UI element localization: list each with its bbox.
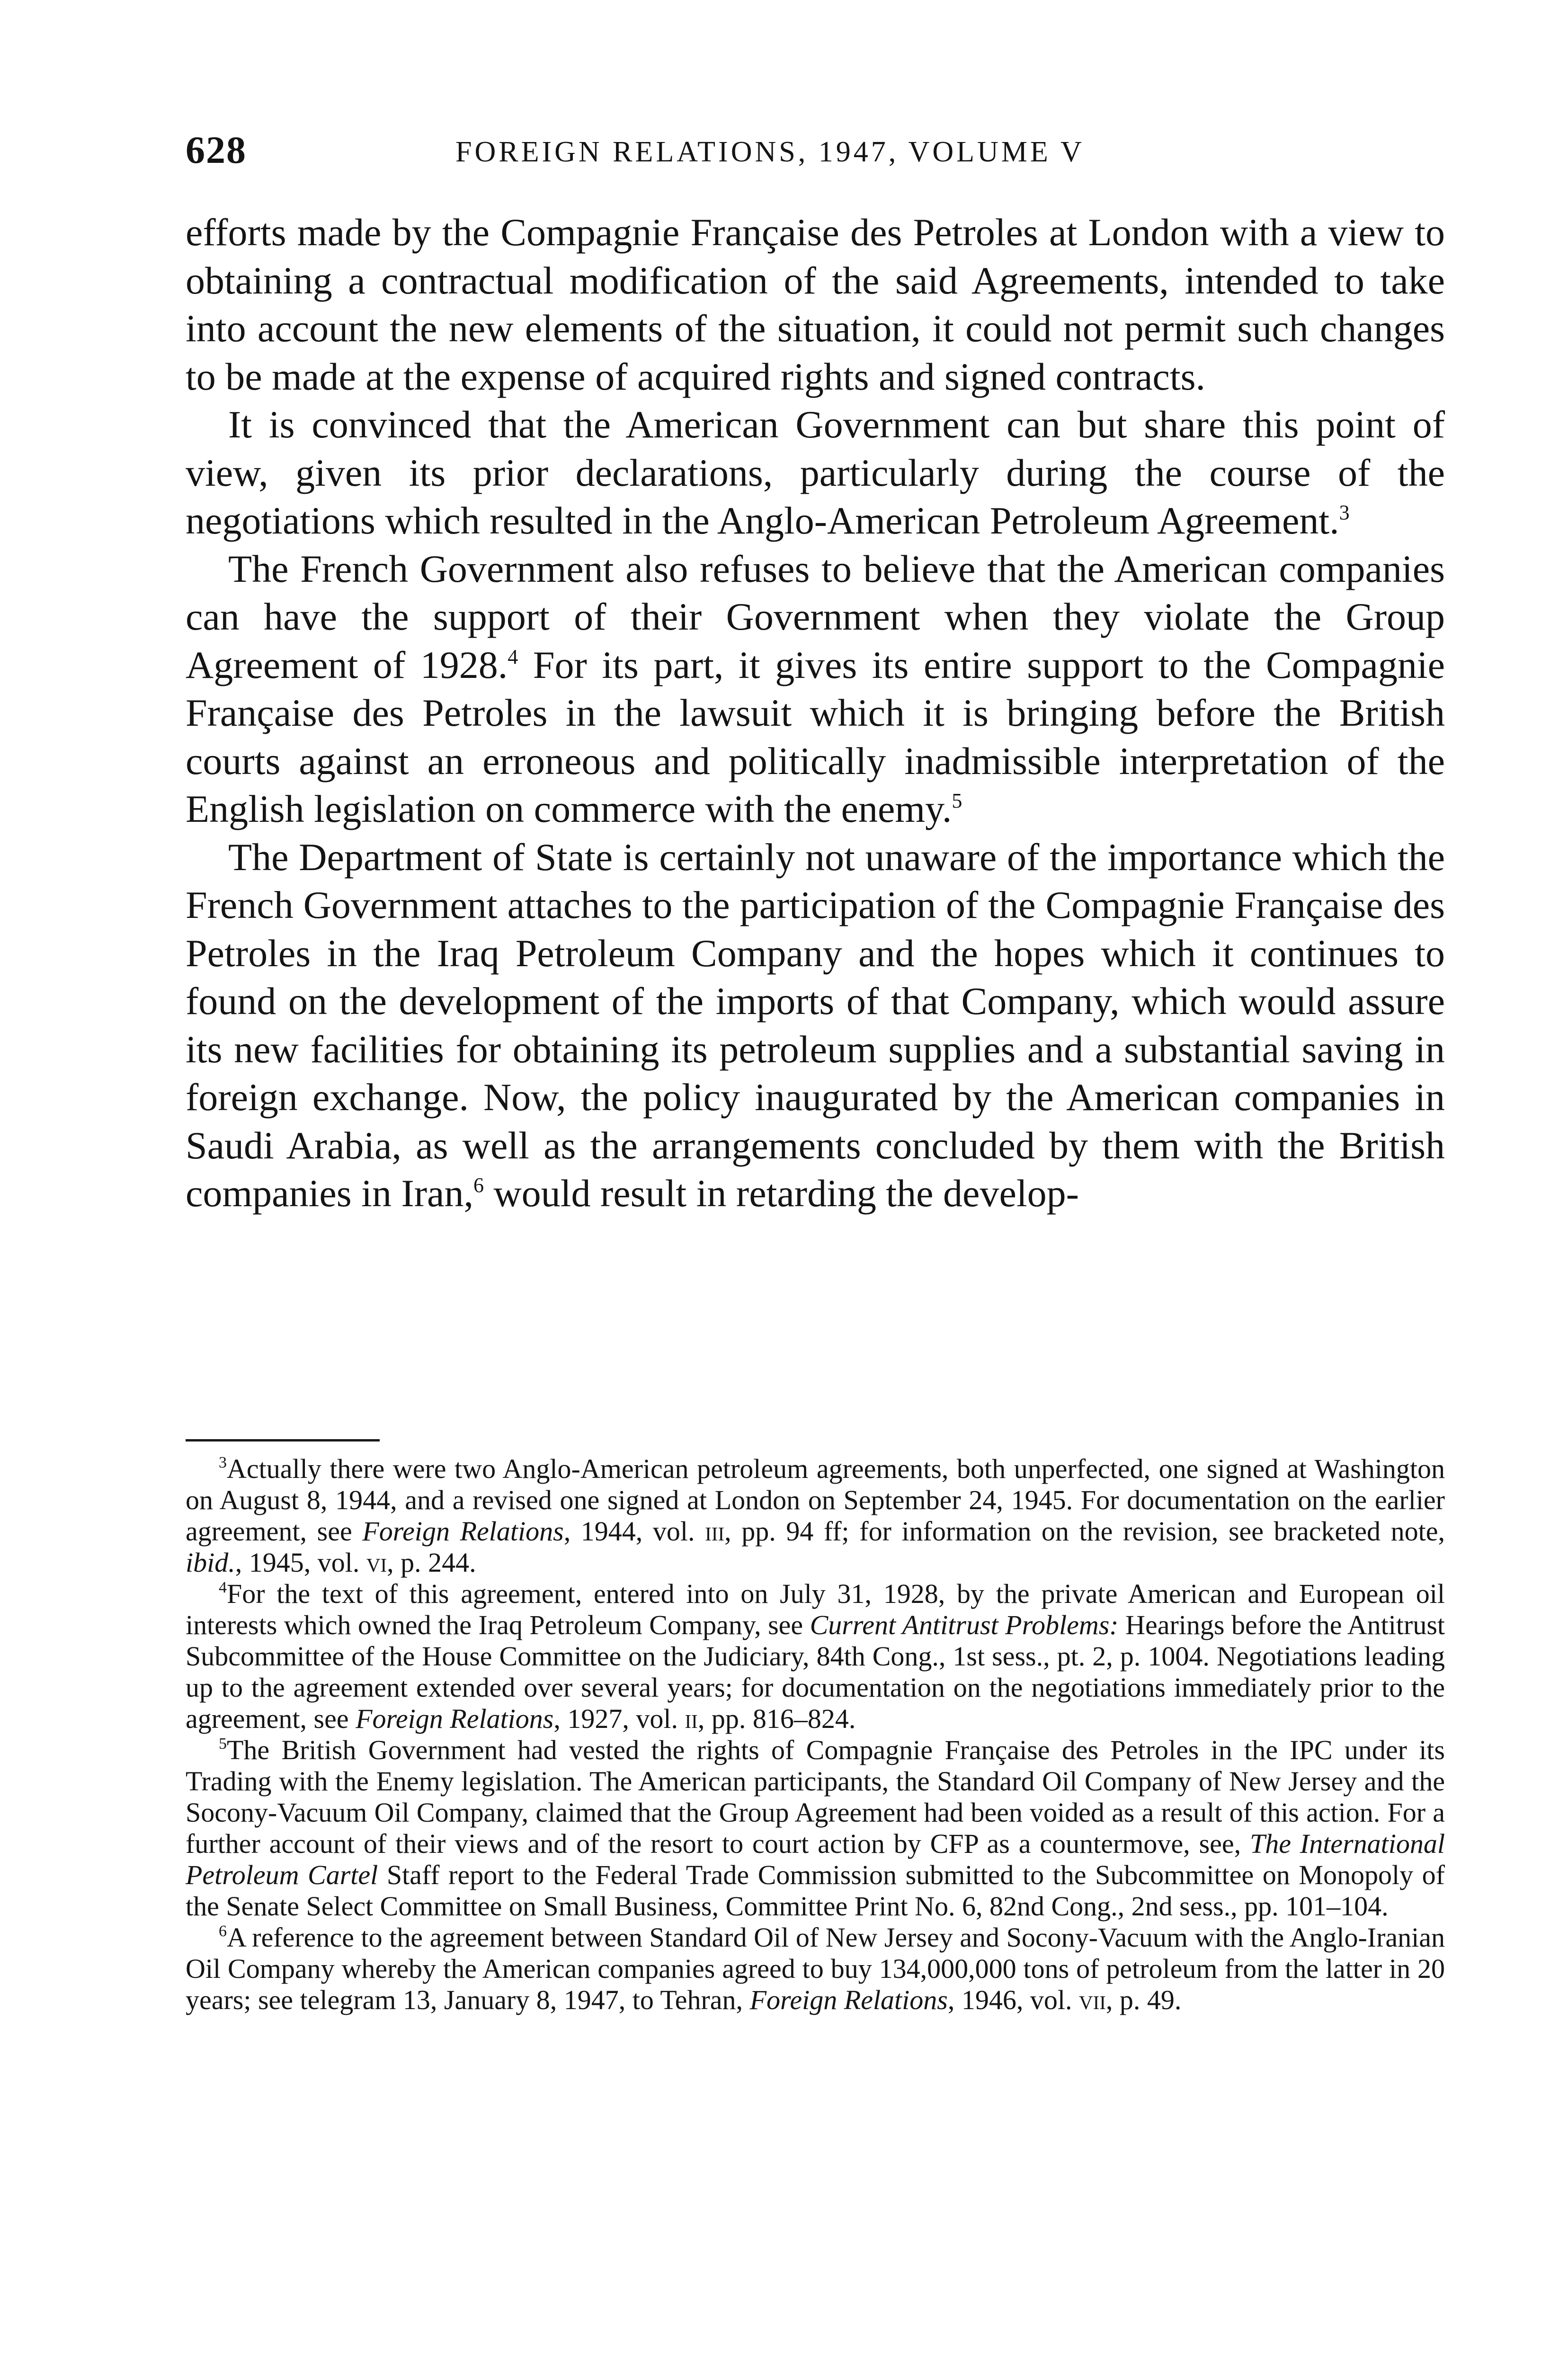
- page-number: 628: [186, 128, 247, 171]
- footnote-ref-4: 4: [508, 645, 518, 668]
- paragraph-4-text-b: would result in retarding the develop-: [483, 1172, 1079, 1215]
- footnote-4-marker: 4: [219, 1579, 227, 1596]
- paragraph-4-text-a: The Department of State is certainly not unaware of the importance which the French Government attaches to the participation of the Compagnie Française des Petroles in the Iraq Petroleum Company and the hopes which it continues to found on the development of the imports of that Company, which would assure its new facilities for obtaining its petroleum supplies and a substantial saving in foreign exchange. Now, the policy inaugurated by the American companies in Saudi Arabia, as well as the arrangements concluded by them with the British companies in Iran,: [186, 835, 1445, 1215]
- footnote-5-marker: 5: [219, 1735, 227, 1753]
- footnote-4-italic-2: Foreign Relations: [356, 1703, 554, 1734]
- footnote-6-marker: 6: [219, 1922, 227, 1940]
- footnote-6-text-1: A reference to the agreement between Standard Oil of New Jersey and Socony-Vacuum with the Anglo-Iranian Oil Company whereby the American companies agreed to buy 134,000,000 tons of petroleum from the latter in 20 years; see telegram 13, January 8, 1947, to Tehran,: [186, 1922, 1445, 2015]
- footnote-4-italic-1: Current Antitrust Problems:: [810, 1610, 1119, 1640]
- paragraph-3: [186, 545, 1445, 833]
- paragraph-4: [186, 833, 1445, 1218]
- body-text: [186, 208, 1445, 1218]
- running-head-title: FOREIGN RELATIONS, 1947, VOLUME V: [455, 136, 1085, 168]
- footnote-4: [186, 1578, 1445, 1735]
- running-head: [186, 128, 1445, 180]
- footnote-5-text-2: Staff report to the Federal Trade Commission submitted to the Subcommittee on Monopoly of the Senate Select Committee on Small Business, Committee Print No. 6, 82nd Cong., 2nd sess., pp. 101–104.: [186, 1860, 1445, 1922]
- footnote-divider: [186, 1439, 380, 1442]
- footnote-3-volume-2: vi: [366, 1547, 387, 1578]
- footnote-5-italic-1: The International Petroleum Cartel: [186, 1828, 1445, 1890]
- paragraph-3-text-b: For its part, it gives its entire support to the Compagnie Française des Petroles in the lawsuit which it is bringing before the British courts against an erroneous and politically inadmissible interpretation of the English legislation on commerce with the enemy.: [186, 643, 1445, 830]
- paragraph-3-text-a: The French Government also refuses to believe that the American companies can have the support of their Government when they violate the Group Agreement of 1928.: [186, 547, 1445, 686]
- footnote-3-volume-1: iii: [705, 1516, 725, 1547]
- footnote-6-volume: vii: [1078, 1984, 1106, 2015]
- paragraph-2: [186, 400, 1445, 545]
- footnote-ref-6: 6: [473, 1174, 484, 1197]
- footnote-4-volume: ii: [685, 1703, 698, 1734]
- footnote-3-italic-1: Foreign Relations: [362, 1516, 564, 1547]
- footnote-5: [186, 1735, 1445, 1922]
- footnote-3-italic-2: ibid.: [186, 1547, 235, 1578]
- footnote-6-text-3: , p. 49.: [1105, 1984, 1182, 2015]
- footnote-ref-3: 3: [1339, 501, 1350, 524]
- footnote-6-italic-1: Foreign Relations: [749, 1984, 948, 2015]
- footnote-4-text-2: Hearings before the Antitrust Subcommittee of the House Committee on the Judiciary, 84th Cong., 1st sess., pt. 2, p. 1004. Negotiations leading up to the agreement extended over several years; for documentation on the negotiations immediately prior to the agreement, see: [186, 1610, 1445, 1734]
- footnotes: [186, 1453, 1445, 2016]
- footnote-ref-5: 5: [952, 789, 962, 812]
- footnote-5-text-1: The British Government had vested the rights of Compagnie Française des Petroles in the IPC under its Trading with the Enemy legislation. The American participants, the Standard Oil Company of New Jersey and the Socony-Vacuum Oil Company, claimed that the Group Agreement had been voided as a result of this action. For a further account of their views and of the resort to court action by CFP as a countermove, see,: [186, 1735, 1445, 1859]
- footnote-6: [186, 1922, 1445, 2016]
- footnote-3: [186, 1453, 1445, 1578]
- footnote-3-text-4: , 1945, vol.: [235, 1547, 366, 1578]
- paragraph-1: [186, 208, 1445, 400]
- footnote-3-text-3: , pp. 94 ff; for information on the revision, see bracketed note,: [724, 1516, 1445, 1547]
- footnote-6-text-2: , 1946, vol.: [947, 1984, 1079, 2015]
- footnote-3-text-1: Actually there were two Anglo-American petroleum agreements, both unperfected, one signed at Washington on August 8, 1944, and a revised one signed at London on September 24, 1945. For documentation on the earlier agreement, see: [186, 1453, 1445, 1547]
- footnote-4-text-4: , pp. 816–824.: [697, 1703, 856, 1734]
- footnote-3-marker: 3: [219, 1454, 227, 1471]
- footnote-4-text-3: , 1927, vol.: [553, 1703, 685, 1734]
- footnote-3-text-2: , 1944, vol.: [563, 1516, 705, 1547]
- footnote-4-text-1: For the text of this agreement, entered into on July 31, 1928, by the private American and European oil interests which owned the Iraq Petroleum Company, see: [186, 1578, 1445, 1640]
- footnote-3-text-5: , p. 244.: [387, 1547, 476, 1578]
- paragraph-2-text: It is convinced that the American Government can but share this point of view, given its prior declarations, particularly during the course of the negotiations which resulted in the Anglo-American Petroleum Agreement.: [186, 403, 1445, 542]
- paragraph-1-text: efforts made by the Compagnie Française des Petroles at London with a view to obtaining a contractual modification of the said Agreements, intended to take into account the new elements of the situation, it could not permit such changes to be made at the expense of acquired rights and signed contracts.: [186, 211, 1445, 398]
